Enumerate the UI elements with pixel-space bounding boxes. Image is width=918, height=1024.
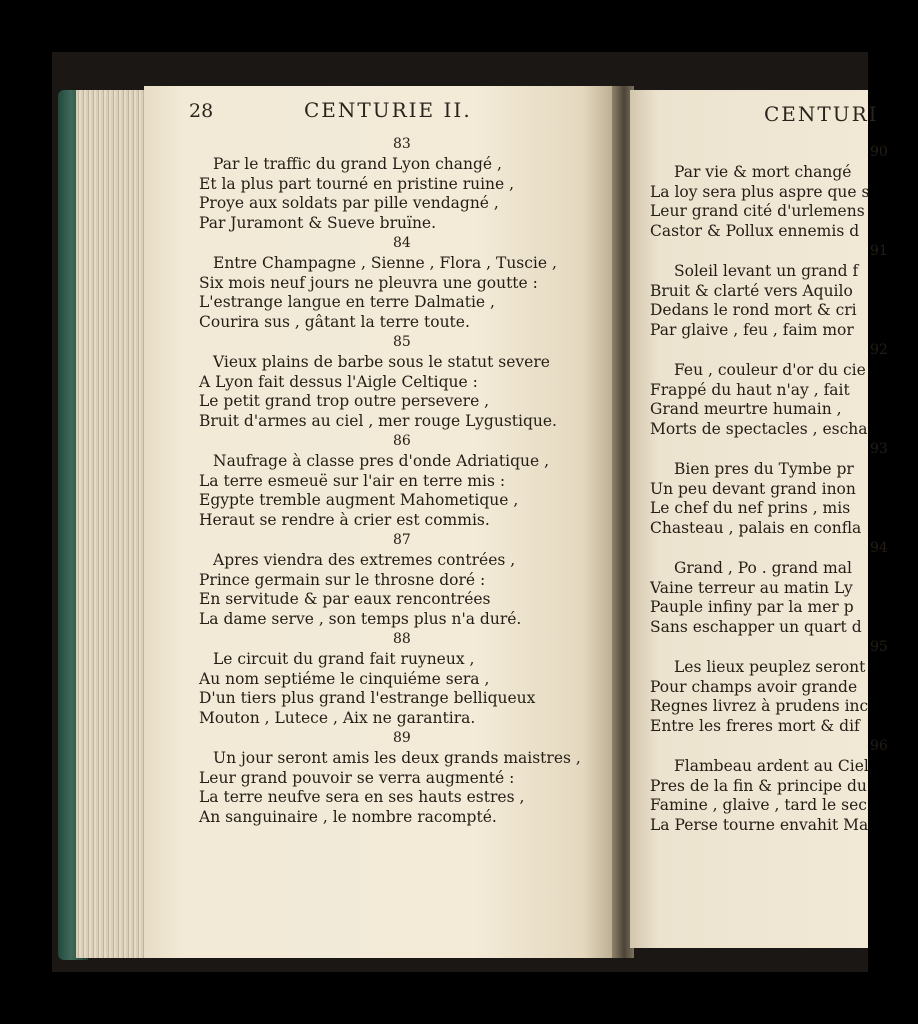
stanza <box>199 531 581 630</box>
stanza-number: 90 <box>870 144 888 160</box>
verse-line: Et la plus part tourné en pristine ruine , <box>199 174 515 193</box>
right-page-text <box>650 143 888 836</box>
verse-line: Naufrage à classe pres d'onde Adriatique , <box>213 451 549 470</box>
stanza <box>650 440 888 539</box>
verse-line: Proye aux soldats par pille vendagné , <box>199 194 499 213</box>
verse-line: Le circuit du grand fait ruyneux , <box>213 649 475 668</box>
stanza <box>650 638 888 737</box>
verse-line: D'un tiers plus grand l'estrange belliqueux <box>199 689 536 708</box>
verse-line: Bruit & clarté vers Aquilo <box>650 281 853 300</box>
verse-line: Morts de spectacles , escha <box>650 420 868 439</box>
stanza-number: 88 <box>393 630 411 647</box>
stanza <box>650 341 888 440</box>
verse-line: La terre esmeuë sur l'air en terre mis : <box>199 471 506 490</box>
verse-line: Par vie & mort changé <box>674 162 852 181</box>
book-scan <box>52 52 888 972</box>
stanza <box>199 432 581 531</box>
verse-line: Leur grand pouvoir se verra augmenté : <box>199 768 515 787</box>
stanza-number: 85 <box>393 333 411 350</box>
verse-line: En servitude & par eaux rencontrées <box>199 590 491 609</box>
verse-line: La loy sera plus aspre que s <box>650 182 870 201</box>
verse-line: Vaine terreur au matin Ly <box>650 578 853 597</box>
stanza-number: 84 <box>393 234 411 251</box>
verse-line: Six mois neuf jours ne pleuvra une goutte : <box>199 273 538 292</box>
page-stack-edges <box>76 90 146 958</box>
verse-line: Famine , glaive , tard le sec <box>650 796 867 815</box>
verse-line: Bien pres du Tymbe pr <box>674 459 854 478</box>
verse-line: Courira sus , gâtant la terre toute. <box>199 313 470 332</box>
left-page <box>144 86 616 958</box>
verse-line: Pres de la fin & principe du <box>650 776 867 795</box>
verse-line: La dame serve , son temps plus n'a duré. <box>199 610 522 629</box>
verse-line: L'estrange langue en terre Dalmatie , <box>199 293 495 312</box>
verse-line: Castor & Pollux ennemis d <box>650 222 860 241</box>
stanza <box>199 333 581 432</box>
verse-line: Grand , Po . grand mal <box>674 558 852 577</box>
stanza <box>650 539 888 638</box>
verse-line: Prince germain sur le throsne doré : <box>199 570 486 589</box>
page-number: 28 <box>189 100 214 122</box>
verse-line: Apres viendra des extremes contrées , <box>213 550 516 569</box>
verse-line: Par le traffic du grand Lyon changé , <box>213 154 502 173</box>
stanza-number: 89 <box>393 729 411 746</box>
verse-line: An sanguinaire , le nombre racompté. <box>199 808 497 827</box>
verse-line: Au nom septiéme le cinquiéme sera , <box>199 669 490 688</box>
stanza <box>650 737 888 836</box>
verse-line: Par Juramont & Sueve bruïne. <box>199 214 437 233</box>
verse-line: Sans eschapper un quart d <box>650 618 862 637</box>
stanza-number: 87 <box>393 531 411 548</box>
verse-line: A Lyon fait dessus l'Aigle Celtique : <box>199 372 478 391</box>
verse-line: Entre les freres mort & dif <box>650 717 860 736</box>
right-page <box>630 90 888 948</box>
verse-line: Grand meurtre humain , <box>650 400 842 419</box>
stanza <box>199 234 581 333</box>
verse-line: Chasteau , palais en confla <box>650 519 862 538</box>
verse-line: Bruit d'armes au ciel , mer rouge Lygustique. <box>199 412 557 431</box>
stanza-number: 92 <box>870 341 888 358</box>
verse-line: Pauple infiny par la mer p <box>650 598 854 617</box>
stanza-number: 94 <box>870 539 888 556</box>
verse-line: La Perse tourne envahit Ma <box>650 816 869 835</box>
verse-line: Vieux plains de barbe sous le statut severe <box>213 352 550 371</box>
verse-line: Soleil levant un grand f <box>674 261 859 280</box>
verse-line: Mouton , Lutece , Aix ne garantira. <box>199 709 476 728</box>
verse-line: Par glaive , feu , faim mor <box>650 321 854 340</box>
verse-line: Les lieux peuplez seront <box>674 657 866 676</box>
stanza <box>650 143 888 242</box>
verse-line: Un jour seront amis les deux grands maistres , <box>213 748 581 767</box>
verse-line: Le petit grand trop outre persevere , <box>199 392 490 411</box>
stanza-number: 95 <box>870 638 888 655</box>
verse-line: La terre neufve sera en ses hauts estres , <box>199 788 525 807</box>
stanza-number: 83 <box>393 136 411 152</box>
verse-line: Egypte tremble augment Mahometique , <box>199 491 519 510</box>
stanza-number: 96 <box>870 737 888 754</box>
verse-line: Dedans le rond mort & cri <box>650 301 857 320</box>
stanza-number: 86 <box>393 432 411 449</box>
verse-line: Entre Champagne , Sienne , Flora , Tuscie , <box>213 253 557 272</box>
stanza <box>199 729 581 828</box>
left-page-text <box>199 135 581 828</box>
verse-line: Feu , couleur d'or du cie <box>674 360 866 379</box>
verse-line: Leur grand cité d'urlemens <box>650 202 865 221</box>
stanza-number: 93 <box>870 440 888 457</box>
verse-line: Un peu devant grand inon <box>650 479 856 498</box>
verse-line: Regnes livrez à prudens inc <box>650 697 869 716</box>
running-head: CENTURI <box>764 102 879 126</box>
verse-line: Flambeau ardent au Ciel <box>674 756 869 775</box>
running-head: CENTURIE II. <box>304 98 472 122</box>
verse-line: Le chef du nef prins , mis <box>650 499 851 518</box>
stanza <box>199 135 581 234</box>
stanza-number: 91 <box>870 242 888 259</box>
verse-line: Heraut se rendre à crier est commis. <box>199 511 490 530</box>
stanza <box>199 630 581 729</box>
verse-line: Pour champs avoir grande <box>650 677 858 696</box>
verse-line: Frappé du haut n'ay , fait <box>650 380 850 399</box>
stanza <box>650 242 888 341</box>
